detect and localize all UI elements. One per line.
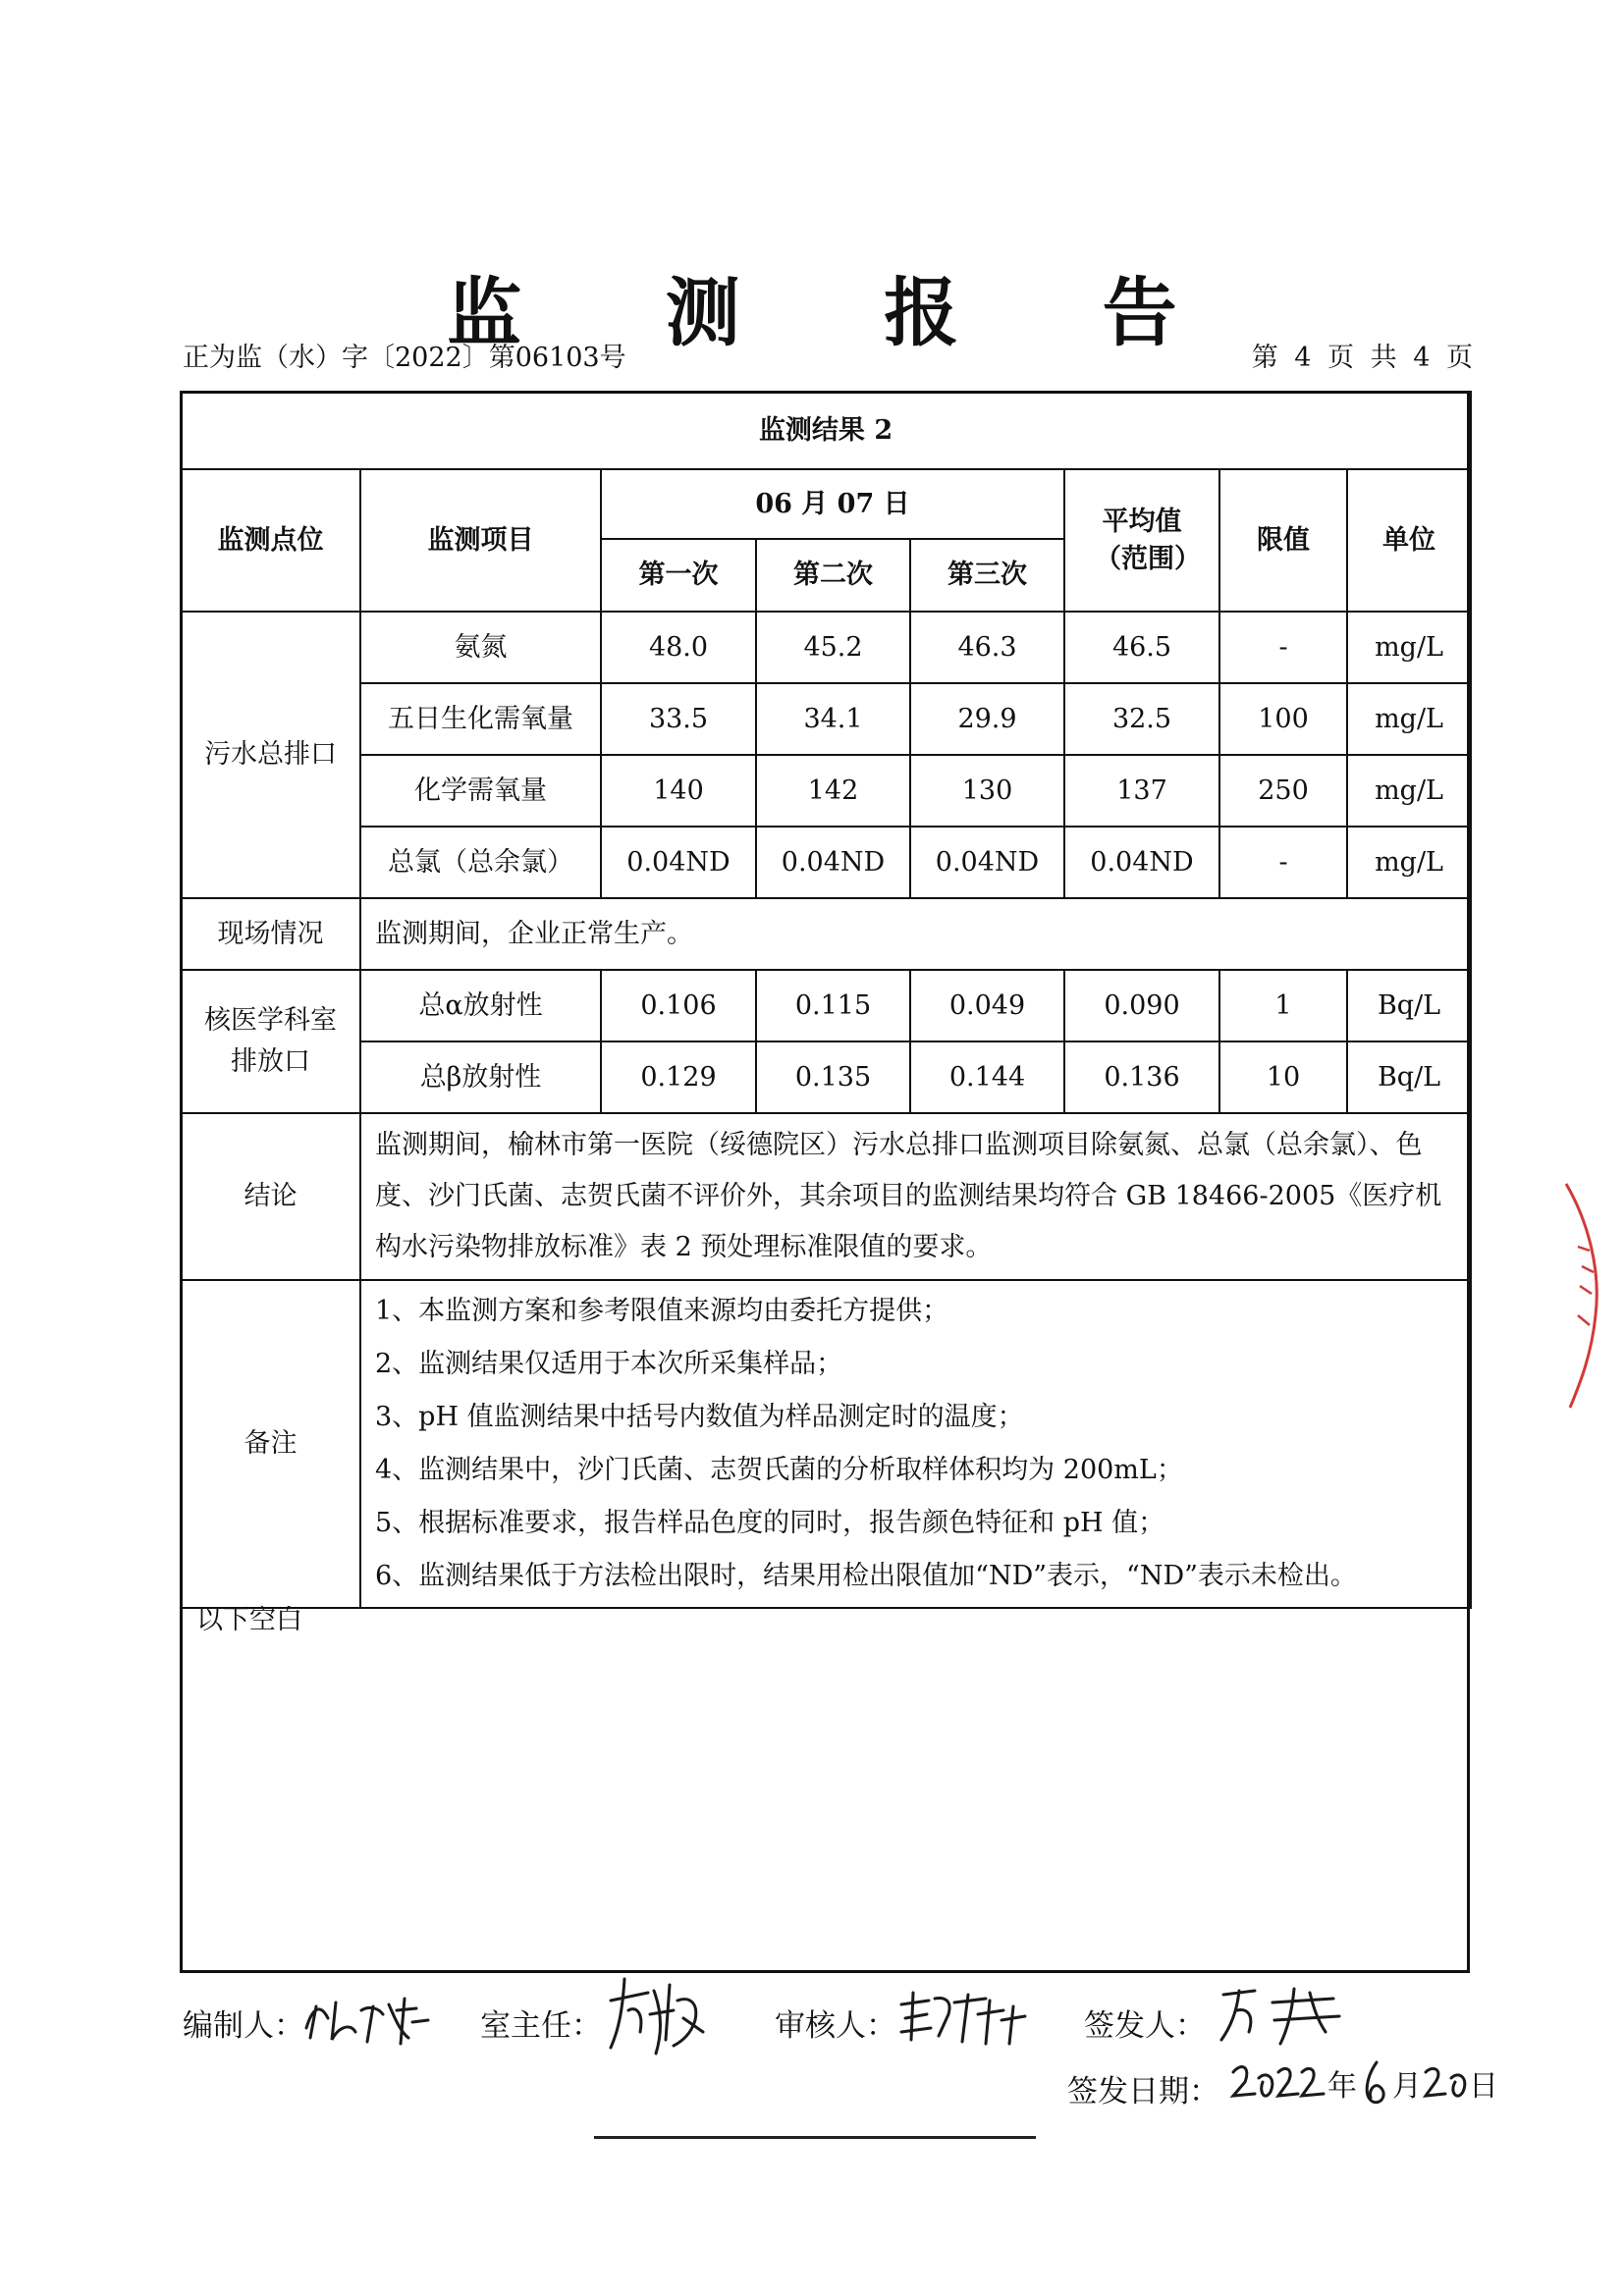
cell-average: 0.090 bbox=[1064, 970, 1219, 1041]
cell-value: 46.3 bbox=[910, 612, 1064, 683]
cell-value: 142 bbox=[756, 755, 910, 827]
table-row bbox=[181, 755, 1471, 827]
cell-value: 45.2 bbox=[756, 612, 910, 683]
cell-unit: mg/L bbox=[1347, 612, 1471, 683]
site-nuclear-medicine-outlet bbox=[181, 970, 360, 1113]
director-signature bbox=[605, 1971, 713, 2059]
situation-label: 现场情况 bbox=[181, 898, 360, 970]
cell-average: 137 bbox=[1064, 755, 1219, 827]
table-row bbox=[181, 1041, 1471, 1113]
cell-unit: mg/L bbox=[1347, 755, 1471, 827]
cell-unit: Bq/L bbox=[1347, 970, 1471, 1041]
cell-value: 34.1 bbox=[756, 683, 910, 755]
cell-item: 总β放射性 bbox=[360, 1041, 601, 1113]
note-item: 3、pH 值监测结果中括号内数值为样品测定时的温度； bbox=[375, 1402, 1024, 1432]
table-row bbox=[181, 612, 1471, 683]
header-run-2: 第二次 bbox=[756, 539, 910, 612]
table-row bbox=[181, 1113, 1471, 1280]
note-item: 6、监测结果低于方法检出限时，结果用检出限值加“ND”表示，“ND”表示未检出。 bbox=[375, 1561, 1357, 1591]
header-average bbox=[1064, 469, 1219, 612]
svg-text:日: 日 bbox=[1468, 2068, 1498, 2104]
page-number: 第 4 页 共 4 页 bbox=[1251, 343, 1477, 373]
header-unit: 单位 bbox=[1347, 469, 1471, 612]
note-item: 1、本监测方案和参考限值来源均由委托方提供； bbox=[375, 1296, 949, 1326]
cell-item: 总α放射性 bbox=[360, 970, 601, 1041]
blank-below-note: 以下空白 bbox=[196, 1605, 302, 1635]
results-table bbox=[180, 391, 1472, 1609]
header-run-1: 第一次 bbox=[601, 539, 756, 612]
cell-limit: 10 bbox=[1219, 1041, 1347, 1113]
cell-value: 130 bbox=[910, 755, 1064, 827]
cell-average: 32.5 bbox=[1064, 683, 1219, 755]
note-item: 2、监测结果仅适用于本次所采集样品； bbox=[375, 1349, 843, 1379]
compiler-signature bbox=[298, 1989, 436, 2050]
cell-value: 0.135 bbox=[756, 1041, 910, 1113]
reviewer-label: 审核人： bbox=[775, 2008, 896, 2044]
cell-value: 0.049 bbox=[910, 970, 1064, 1041]
table-row bbox=[181, 683, 1471, 755]
cell-limit: 250 bbox=[1219, 755, 1347, 827]
notes-label: 备注 bbox=[181, 1280, 360, 1608]
cell-unit: mg/L bbox=[1347, 827, 1471, 898]
conclusion-text: 监测期间，榆林市第一医院（绥德院区）污水总排口监测项目除氨氮、总氯（总余氯）、色度、沙门氏菌、志贺氏菌不评价外，其余项目的监测结果均符合 GB 18466-2005《医疗机构水污染物排放标准》表 2 预处理标准限值的要求。 bbox=[360, 1113, 1471, 1280]
bottom-divider bbox=[594, 2136, 1036, 2139]
site-wastewater-outlet: 污水总排口 bbox=[181, 612, 360, 898]
header-run-3: 第三次 bbox=[910, 539, 1064, 612]
conclusion-label: 结论 bbox=[181, 1113, 360, 1280]
note-item: 5、根据标准要求，报告样品色度的同时，报告颜色特征和 pH 值； bbox=[375, 1508, 1165, 1538]
header-limit: 限值 bbox=[1219, 469, 1347, 612]
note-item: 4、监测结果中，沙门氏菌、志贺氏菌的分析取样体积均为 200mL； bbox=[375, 1455, 1183, 1485]
cell-average: 46.5 bbox=[1064, 612, 1219, 683]
table-row bbox=[181, 898, 1471, 970]
cell-average: 0.136 bbox=[1064, 1041, 1219, 1113]
cell-value: 0.04ND bbox=[756, 827, 910, 898]
header-site: 监测点位 bbox=[181, 469, 360, 612]
cell-unit: Bq/L bbox=[1347, 1041, 1471, 1113]
cell-value: 0.04ND bbox=[910, 827, 1064, 898]
compiler-label: 编制人： bbox=[183, 2008, 304, 2044]
cell-value: 0.04ND bbox=[601, 827, 756, 898]
reviewer-signature bbox=[895, 1985, 1033, 2050]
situation-text: 监测期间，企业正常生产。 bbox=[360, 898, 1471, 970]
document-number: 正为监（水）字〔2022〕第06103号 bbox=[183, 343, 626, 373]
svg-text:年: 年 bbox=[1326, 2068, 1357, 2104]
svg-text:月: 月 bbox=[1391, 2068, 1422, 2104]
red-seal-stamp bbox=[1556, 1178, 1615, 1414]
director-label: 室主任： bbox=[480, 2008, 602, 2044]
header-date: 06 月 07 日 bbox=[601, 469, 1064, 539]
site-nuclear-medicine-label: 核医学科室排放口 bbox=[204, 1005, 337, 1077]
handwritten-date bbox=[1229, 2053, 1498, 2115]
header-average-label: 平均值（范围） bbox=[1095, 506, 1201, 574]
cell-item: 五日生化需氧量 bbox=[360, 683, 601, 755]
issuer-signature bbox=[1216, 1981, 1353, 2050]
cell-value: 0.129 bbox=[601, 1041, 756, 1113]
cell-limit: - bbox=[1219, 827, 1347, 898]
issue-date-label: 签发日期： bbox=[1067, 2074, 1219, 2109]
cell-value: 29.9 bbox=[910, 683, 1064, 755]
table-row bbox=[181, 1280, 1471, 1608]
cell-item: 化学需氧量 bbox=[360, 755, 601, 827]
cell-limit: 100 bbox=[1219, 683, 1347, 755]
issuer-label: 签发人： bbox=[1084, 2008, 1206, 2044]
issue-date bbox=[1067, 2066, 1498, 2115]
report-title: 监 测 报 告 bbox=[447, 269, 1236, 356]
cell-value: 0.106 bbox=[601, 970, 756, 1041]
cell-limit: - bbox=[1219, 612, 1347, 683]
notes-cell bbox=[360, 1280, 1471, 1608]
header-item: 监测项目 bbox=[360, 469, 601, 612]
cell-limit: 1 bbox=[1219, 970, 1347, 1041]
table-row bbox=[181, 970, 1471, 1041]
table-row bbox=[181, 827, 1471, 898]
cell-value: 33.5 bbox=[601, 683, 756, 755]
cell-value: 0.115 bbox=[756, 970, 910, 1041]
table-caption: 监测结果 2 bbox=[181, 392, 1471, 469]
cell-unit: mg/L bbox=[1347, 683, 1471, 755]
cell-value: 140 bbox=[601, 755, 756, 827]
cell-item: 氨氮 bbox=[360, 612, 601, 683]
cell-value: 48.0 bbox=[601, 612, 756, 683]
cell-value: 0.144 bbox=[910, 1041, 1064, 1113]
cell-item: 总氯（总余氯） bbox=[360, 827, 601, 898]
cell-average: 0.04ND bbox=[1064, 827, 1219, 898]
